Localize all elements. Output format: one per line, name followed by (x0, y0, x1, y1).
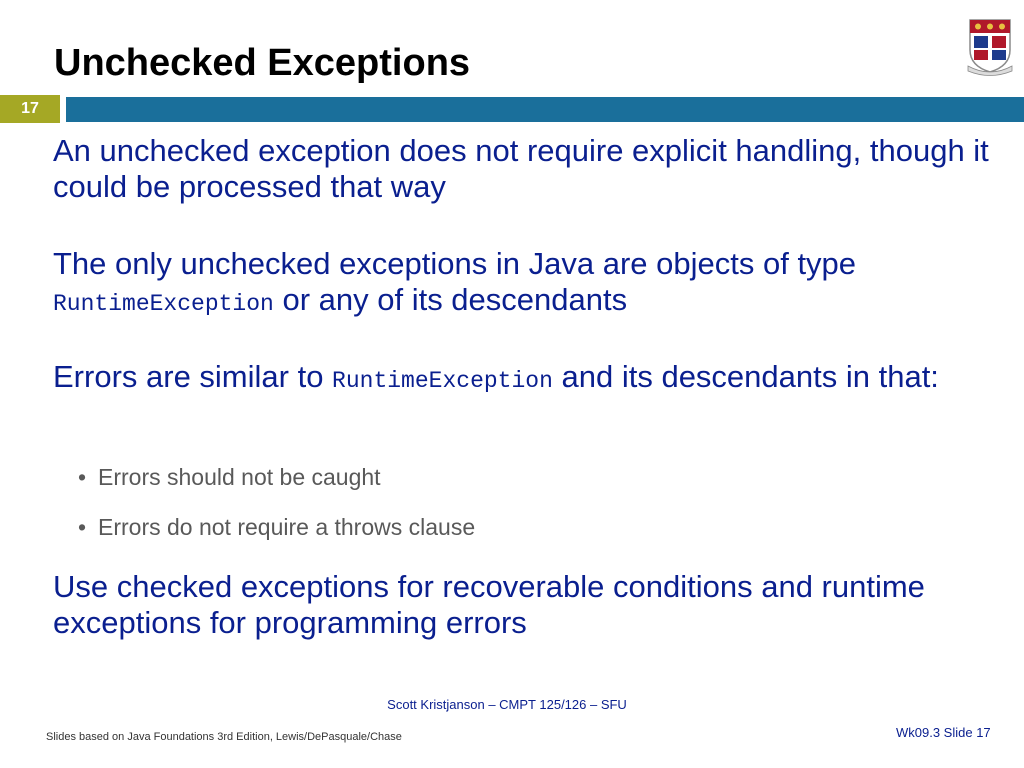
paragraph-text: Errors are similar to (53, 359, 333, 394)
code-runtime-exception: RuntimeException (332, 368, 553, 394)
footer-slide-id: Wk09.3 Slide 17 (896, 725, 991, 740)
university-crest-icon (966, 14, 1014, 76)
paragraph-unchecked-definition: An unchecked exception does not require explicit handling, though it could be processed that way (53, 133, 989, 204)
footer-author: Scott Kristjanson – CMPT 125/126 – SFU (387, 697, 627, 712)
code-runtime-exception: RuntimeException (53, 291, 274, 317)
paragraph-runtime-exception (53, 246, 993, 322)
paragraph-text: and its descendants in that: (552, 359, 939, 394)
bullet-item (78, 513, 475, 541)
slide-title: Unchecked Exceptions (54, 42, 471, 84)
paragraph-text: The only unchecked exceptions in Java are objects of type (53, 246, 857, 281)
bullet-item (78, 463, 381, 491)
bullet-dot: • (78, 464, 87, 490)
paragraph-recommendation: Use checked exceptions for recoverable conditions and runtime exceptions for programming errors (53, 569, 925, 640)
paragraph-errors-similar (53, 359, 993, 399)
title-accent-bar (66, 97, 1024, 122)
bullet-dot: • (78, 514, 87, 540)
slide-number: 17 (21, 100, 39, 117)
paragraph-text: or any of its descendants (273, 282, 628, 317)
footer-source: Slides based on Java Foundations 3rd Edition, Lewis/DePasquale/Chase (46, 731, 402, 743)
bullet-text: Errors do not require a throws clause (98, 514, 476, 540)
bullet-text: Errors should not be caught (98, 464, 381, 490)
